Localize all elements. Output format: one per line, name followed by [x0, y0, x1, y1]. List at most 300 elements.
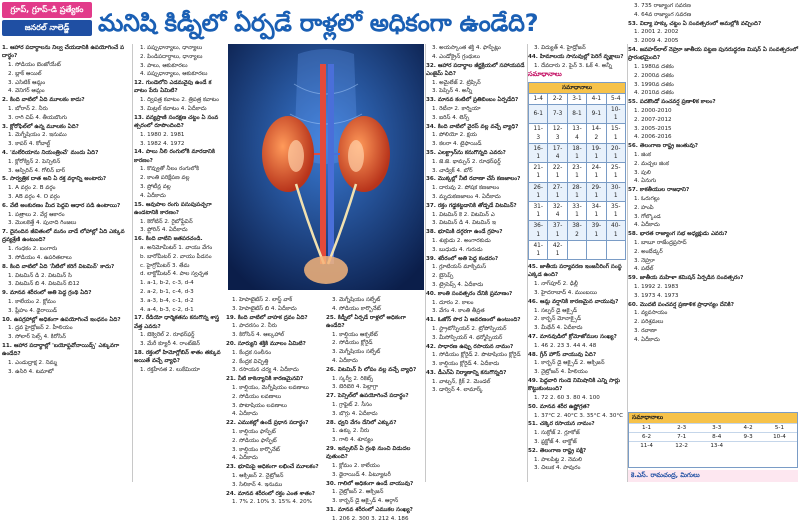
question-text: 56. తెలంగాణ రాష్ట్ర జంతువు? — [628, 143, 699, 150]
answer-cell: 18-1 — [567, 143, 586, 162]
question-text: 49. పెద్దవారి గుండె నిమిషానికి ఎన్ని సార్లు కొట్టుకుంటుంది? — [528, 378, 621, 393]
right-kidney — [338, 116, 390, 192]
question-text: 16. కింది వాటిని జతపరచండి. — [134, 236, 203, 243]
option-text: 1. గ్రాఫైట్ 2. సీసం — [332, 401, 373, 408]
answer-cell: 39-1 — [587, 221, 606, 240]
option-text: 3. బుధుడు 4. గురుడు — [432, 246, 483, 253]
option-text: 4. వెనిగర్ ఆమ్లం — [8, 88, 45, 95]
option-text: 3. విటమిన్ బి 4. విటమిన్ బి12 — [8, 281, 80, 288]
answer-cell — [567, 240, 586, 259]
option-text: 3. కార్బన్ డై ఆక్సైడ్ 4. ఆర్గాన్ — [332, 498, 399, 505]
answer-cell: 6-1 — [529, 105, 548, 124]
option-text: 3. నెహ్రూ — [634, 257, 655, 264]
answer-row — [629, 442, 797, 451]
option-text: 2. హంపి — [634, 204, 654, 211]
answers-table-1 — [528, 82, 626, 261]
option-text: 2. మచ్చల జింక — [634, 160, 669, 167]
option-text: 3. ఉసిరి 4. టమాటో — [8, 368, 54, 375]
option-text: 1. అమైలేజ్ 2. ట్రిప్సిన్ — [432, 79, 481, 86]
question-column-5 — [426, 44, 526, 482]
answer-cell: 30-1 — [606, 182, 625, 201]
question-text: 9. మానవ శరీరంలో అతి పెద్ద గ్రంథి ఏది? — [2, 290, 92, 297]
option-text: 1. ఉక్కు 2. నీరు — [332, 428, 370, 435]
option-text: 2. కేంద్రక విచ్ఛిత్తి — [232, 358, 269, 365]
question-text: 28. ధ్వని వేగం దేనిలో ఎక్కువ? — [326, 419, 397, 426]
answer-cell: 1-1 — [629, 424, 664, 433]
option-text: 3. చాడ్విక్ 4. బోర్ — [432, 167, 473, 174]
option-text: 3. బొగ్గు 4. ఏదీకాదు — [332, 410, 378, 417]
answer-cell: 3-3 — [699, 424, 734, 433]
answer-cell — [587, 240, 606, 259]
question-text: 45. జాతీయ పర్యావరణ ఇంజనీరింగ్ సంస్థ ఎక్కడ ఉంది? — [528, 264, 622, 279]
option-text: 4. ఏదీకాదు — [634, 336, 660, 343]
option-text: 3. పాలు, ఆకుకూరలు — [140, 62, 188, 69]
option-text: 3. రాగి చిప్ 4. తీయబొంగు — [8, 114, 68, 121]
option-text: 2. అంబేడ్కర్ — [634, 248, 663, 255]
answer-cell: 27-1 — [548, 182, 567, 201]
answer-cell: 24-1 — [587, 163, 606, 182]
option-text: 1. కేంద్రక సంలీనం — [232, 349, 272, 356]
question-text: 44. హిమాలయ సానువుల్లో పెరిగే వృక్షాలు? — [528, 53, 624, 60]
answer-cell: 41-1 — [529, 240, 548, 259]
option-text: 1. 1992 2. 1983 — [634, 283, 679, 290]
option-text: 3. గోల్కొండ — [634, 213, 661, 220]
answer-row — [529, 93, 626, 104]
question-column-6 — [528, 44, 626, 482]
question-text: 33. మానవ కంటిలో ప్రతిబింబం ఏర్పడేది? — [426, 97, 519, 104]
kidney-anatomy-figure — [228, 44, 424, 290]
answer-cell: 4-2 — [734, 424, 762, 433]
question-column-3 — [226, 296, 326, 506]
option-text: 1. విటమిన్ కె 2. విటమిన్ ఎ — [432, 211, 495, 218]
option-text: 3. 1990వ దశకం — [634, 81, 674, 88]
option-text: 3. మీసోస్ఫియర్ 4. థర్మోస్ఫియర్ — [432, 334, 503, 341]
option-text: d. లాక్టోమీటర్ 4. పాల స్వచ్ఛత — [140, 271, 209, 278]
answer-cell: 3-1 — [567, 93, 586, 104]
badge-top-label: గ్రూప్, గ్రూప్-డి ప్రత్యేకం — [2, 2, 92, 18]
option-text: 1. 37°C 2. 40°C 3. 35°C 4. 30°C — [534, 412, 624, 419]
answer-cell: 42-1 — [548, 240, 567, 259]
option-text: 1. A వర్గం 2. B వర్గం — [8, 185, 56, 192]
option-text: 1. క్లోరోక్విన్ 2. పెన్సిలిన్ — [8, 158, 61, 165]
option-text: 1. స్కర్వీ 2. రికెట్స్ — [332, 375, 374, 382]
answer-cell: 11-4 — [629, 442, 664, 451]
question-text: 30. గాలిలో అధికంగా ఉండే వాయువు? — [326, 480, 414, 487]
option-text: 1. బోరాన్ 2. నీరు — [8, 105, 48, 112]
answer-cell: 7-3 — [548, 105, 567, 124]
option-text: 3. 2005-2015 — [634, 125, 672, 132]
answer-cell: 25-1 — [606, 163, 625, 182]
option-text: 1. బెక్వెరెల్ 2. రూథర్‌ఫర్డ్ — [140, 332, 195, 339]
option-text: 3. 735 రాజ్యాంగ సవరణ — [634, 3, 691, 9]
question-text: 51. చక్కెర రసాయన నామం? — [528, 421, 595, 428]
option-text: 3. రవాణా — [634, 327, 657, 334]
option-text: 1. సోడియం బెంజోయేట్ — [8, 62, 61, 68]
answer-cell: 10-4 — [762, 433, 797, 442]
option-text: 1. 72 2. 60 3. 80 4. 100 — [534, 395, 600, 402]
question-text: 58. భారత రాజ్యాంగ సభ అధ్యక్షుడు ఎవరు? — [628, 231, 728, 238]
answer-cell: 6-2 — [629, 433, 664, 442]
option-text: 1. నైట్రోజన్ 2. ఆక్సిజన్ — [332, 489, 384, 496]
option-text: 4. a-4, b-3, c-2, d-1 — [140, 306, 194, 313]
answer-cell: 14-2 — [587, 124, 606, 143]
question-text: 12. గుండెలోని ఎడమవైపు ఉండే కవాటం పేరు ఏమిటి? — [134, 80, 212, 95]
question-text: 19. కింది వాటిలో వాహక ద్రవం ఏది? — [226, 314, 308, 321]
option-text: 3. మృదుకణజాలం 4. ఏదీకాదు — [432, 193, 501, 200]
option-text: 3. మేరీ క్యూరీ 4. రాంట్‌జెన్ — [140, 341, 200, 348]
option-text: 3. హెపాటైటిస్ బి 4. ఏదీకాదు — [232, 305, 297, 312]
option-text: 3. డార్విన్ 4. లామార్క్ — [432, 387, 483, 394]
answer-cell: 17-4 — [548, 143, 567, 162]
question-text: 48. గ్రీన్ హౌస్ వాయువు ఏది? — [528, 351, 597, 358]
question-text: 10. ఉపగ్రహాల్లో అధికంగా ఉపయోగించే ఇంధనం ఏది? — [2, 316, 121, 323]
question-text: 50. మానవ శరీర ఉష్ణోగ్రత? — [528, 403, 590, 410]
option-text: 3. మొలకెత్తే 4. పునాది గింజలు — [8, 220, 77, 227]
answer-cell: 4-1 — [587, 93, 606, 104]
option-text: 2. బ్లాక్ ఆయిల్ — [8, 70, 42, 77]
question-text: 43. డీఎన్ఏ నిర్మాణాన్ని కనుగొన్నది? — [426, 369, 507, 376]
option-text: 1. పాలపిట్ట 2. నెమలి — [534, 456, 582, 463]
option-text: 3. మీథేన్ 4. ఏదీకాదు — [534, 325, 583, 332]
answer-cell: 32-4 — [548, 202, 567, 221]
bladder — [304, 256, 348, 284]
question-text: 27. పెన్సిల్‌లో ఉపయోగించే పదార్థం? — [326, 393, 409, 400]
answer-cell: 37-1 — [548, 221, 567, 240]
section-title: సమాధానాలు — [528, 70, 562, 79]
option-text: 1. కొవ్వుతో నీలం రంగులోకి — [140, 166, 200, 173]
option-text: 1. పోలియో 2. క్షయ — [432, 132, 477, 139]
option-text: 3. ఐరిస్ 4. లెన్స్ — [432, 114, 470, 121]
option-text: 1. రక్తహీనత 2. లుకేమియా — [140, 366, 200, 373]
option-text: 1. పత్రాలు 2. వేర్ల ఆకారం — [8, 211, 65, 218]
answer-cell: 22-1 — [548, 163, 567, 182]
option-text: 1. ద్విపత్ర కవాటం 2. త్రిపత్ర కవాటం — [140, 97, 219, 104]
option-text: 3. చిలుక 4. పావురం — [534, 465, 581, 472]
question-text: 7. దైనందిన జీవితంలో మనం వాడే లోహాల్లో ఏది ఎక్కువ ద్రవ్యశ్రేణి ఉంటుంది? — [2, 229, 125, 244]
option-text: 3. ప్లీహం 4. థైరాయిడ్ — [8, 307, 58, 314]
option-text: 3. నైట్రోజన్ 4. హీలియం — [534, 369, 588, 376]
question-column-7 — [628, 2, 798, 482]
question-text: 4. 'మలేరియాను నియంత్రించే' మందు ఏది? — [2, 149, 99, 156]
option-text: 1. ఓరుగల్లు — [634, 195, 660, 202]
option-text: 1. సోడియం క్లోరైడ్ 2. పొటాషియం క్లోరైడ్ — [432, 352, 521, 359]
answer-cell: 8-4 — [699, 433, 734, 442]
answer-cell: 7-1 — [664, 433, 699, 442]
answer-row — [629, 433, 797, 442]
question-text: 31. మానవ శరీరంలో ఎముకల సంఖ్య? — [326, 506, 413, 513]
option-text: 1. దూరం 2. కాలం — [432, 299, 474, 306]
option-text: 1. పాదరసం 2. నీరు — [232, 323, 277, 330]
answers-table-2 — [628, 412, 798, 468]
option-text: 1. కాలేయం 2. క్లోమం — [8, 298, 56, 305]
option-text: 3. కిరోసిన్ 4. ఆల్కహాల్ — [232, 332, 285, 339]
option-text: 3. మెగ్నీషియం సల్ఫేట్ — [332, 349, 381, 356]
option-text: 3. సోలార్ సెల్స్ 4. కిరోసిన్ — [8, 334, 66, 341]
option-text: 1. నాగ్‌పూర్ 2. ఢిల్లీ — [534, 281, 578, 288]
option-text: 1. స్ట్రాటోస్ఫియర్ 2. ట్రోపోస్ఫియర్ — [432, 325, 507, 332]
option-text: 3. ఆస్పిరిన్ 4. గోలిన్ బార్ — [8, 167, 66, 174]
option-text: 3. విద్యుత్ 4. హైడ్రోజన్ — [534, 45, 586, 51]
option-text: 1. జె.జె. థామ్సన్ 2. రూథర్‌ఫర్డ్ — [432, 158, 501, 165]
answer-cell: 11-3 — [529, 124, 548, 143]
aorta — [320, 64, 326, 264]
option-text: 1. కార్బన్ డై ఆక్సైడ్ 2. ఆక్సిజన్ — [534, 360, 605, 367]
question-text: 29. ఇన్సులిన్ ఏ గ్రంథి నుంచి విడుదలవుతుంది? — [326, 445, 411, 461]
option-text: 3. హైదరాబాద్ 4. ముంబయి — [534, 290, 598, 297]
option-text: 3. ఎసిటిక్ ఆమ్లం — [8, 79, 46, 86]
option-text: 1. 7% 2. 10% 3. 15% 4. 20% — [232, 499, 312, 506]
question-text: 11. ఆహార పదార్థాల్లో 'బయోఫ్లవోనాయిడ్స్' ఎక్కువగా ఉండేది? — [2, 342, 120, 358]
answer-cell: 12-2 — [664, 442, 699, 451]
left-kidney — [262, 116, 314, 192]
question-text: 57. కాకతీయుల రాజధాని? — [628, 187, 690, 194]
option-text: 1. గ్లూటియస్ మాక్సిమస్ — [432, 264, 487, 271]
option-text: 1. జింక — [634, 151, 651, 158]
option-text: 1. 2001 2. 2002 — [634, 29, 679, 36]
option-text: 1. క్లోమం 2. కాలేయం — [332, 462, 380, 469]
question-text: 25. కిడ్నీలో ఏర్పడే రాళ్లలో అధికంగా ఉండేది? — [326, 314, 406, 329]
option-text: 1. దారువు 2. పోషక కణజాలం — [432, 185, 500, 192]
option-text: 2. పరిశ్రమలు — [634, 319, 664, 326]
page-headline: మనిషి కిడ్నీలో ఏర్పడే రాళ్లలో అధికంగా ఉండేది? — [98, 9, 539, 37]
question-text: 24. మానవ శరీరంలో రక్తం ఎంత శాతం? — [226, 490, 315, 497]
answer-cell: 29-1 — [587, 182, 606, 201]
option-text: 1. రెటీనా 2. కార్నియా — [432, 105, 481, 112]
question-text: 39. శరీరంలో అతి పెద్ద కండరం? — [426, 255, 499, 262]
option-text: 2. 2007-2012 — [634, 116, 672, 123]
question-text: 1. ఆహార పదార్థాలను నిల్వ చేయడానికి ఉపయోగించే పదార్థం? — [2, 45, 125, 60]
option-text: 1. గంధకం 2. బంగారు — [8, 246, 58, 253]
option-text: 3. థైరాయిడ్ 4. పిట్యూటరీ — [332, 471, 391, 478]
option-text: 3. పొటాషియం లవణాలు — [232, 402, 287, 409]
option-text: 4. ఎండోక్రైన్ గ్రంథులు — [432, 53, 480, 60]
option-text: 3. 1982 4. 1972 — [140, 140, 185, 147]
answer-cell: 38-2 — [567, 221, 586, 240]
option-text: 1. కాల్షియం, మెగ్నీషియం లవణాలు — [232, 384, 309, 391]
question-text: 38. భూమికి దగ్గరగా ఉండే గ్రహం? — [426, 229, 503, 236]
question-text: 47. మానవుడిలో క్రోమోజోముల సంఖ్య? — [528, 334, 617, 341]
credit-line: కె.ఎస్. రామచంద్ర, మిగులు — [628, 470, 798, 482]
question-text: 22. ఎముకల్లో ఉండే ప్రధాన పదార్థం? — [226, 420, 309, 427]
option-text: 2. కార్బన్ మోనాక్సైడ్ — [534, 316, 581, 323]
question-text: 5. సార్వత్రిక దాత అని ఏ రక్త వర్గాన్ని అంటారు? — [2, 176, 107, 183]
option-text: 1. వాట్సన్, క్రిక్ 2. మెండల్ — [432, 378, 491, 385]
option-text: 1. సుక్రోజ్ 2. గ్లూకోజ్ — [534, 430, 580, 437]
option-text: 4. 64వ రాజ్యాంగ సవరణ — [634, 11, 692, 18]
question-text: 60. మొదటి పంచవర్ష ప్రణాళిక ప్రాధాన్యం దేనికి? — [628, 301, 734, 308]
answer-row — [529, 240, 626, 259]
answer-cell: 8-1 — [567, 105, 586, 124]
option-text: 4. ఏదీకాదు — [232, 411, 258, 418]
answer-row — [529, 182, 626, 201]
option-text: 4. ఏదీకాదు — [332, 357, 358, 364]
question-text: 37. రక్తం గడ్డకట్టడానికి తోడ్పడే విటమిన్? — [426, 202, 517, 209]
option-text: 1. 1980వ దశకం — [634, 63, 674, 70]
question-text: 6. వేటి అంకురణం మీద పెద్దవి ఆధార పడి ఉంటాయి? — [2, 202, 121, 209]
question-text: 18. రక్తంలో హిమోగ్లోబిన్ శాతం తక్కువ అయితే వచ్చే వ్యాధి? — [134, 349, 221, 365]
option-text: 3. సిలికాన్ 4. ఇనుము — [232, 481, 283, 488]
answer-row — [529, 163, 626, 182]
option-text: 3. మెగ్నీషియం సల్ఫేట్ — [332, 297, 381, 303]
option-text: 1. 46 2. 23 3. 44 4. 48 — [534, 342, 597, 349]
option-text: 3. కలరా 4. టైఫాయిడ్ — [432, 141, 482, 148]
option-text: 4. పప్పుధాన్యాలు, ఆకుకూరలు — [140, 71, 208, 78]
answer-cell — [734, 442, 762, 451]
answer-cell: 35-1 — [606, 202, 625, 221]
question-column-1 — [2, 44, 130, 482]
option-text: 1. శుక్రుడు 2. అంగారకుడు — [432, 237, 491, 244]
option-text: 1. వ్యవసాయం — [634, 310, 668, 317]
question-text: 54. జవహర్‌లాల్ నెహ్రూ జాతీయ పట్టణ పునరుద్ధరణ మిషన్ ఏ సంవత్సరంలో ప్రారంభమైంది? — [628, 46, 798, 62]
option-text: b. బారోమీటర్ 2. వాయు పీడనం — [140, 253, 212, 260]
answer-cell: 28-1 — [567, 182, 586, 201]
option-text: 1. 2000-2010 — [634, 107, 672, 114]
answer-cell: 9-3 — [734, 433, 762, 442]
option-text: 1. కాల్షియం ఆక్సలేట్ — [332, 331, 378, 338]
option-text: 1. విటమిన్ డి 2. విటమిన్ సి — [8, 272, 72, 279]
answer-row — [529, 221, 626, 240]
option-text: 1. కాల్షియం ఫాస్ఫేట్ — [232, 428, 276, 435]
question-text: 46. ఆమ్ల వర్షానికి కారణమైన వాయువు? — [528, 298, 619, 305]
answer-cell: 2-3 — [664, 424, 699, 433]
vena-cava — [328, 64, 334, 264]
option-text: 1. మెగ్నీషియం 2. ఇనుము — [8, 132, 67, 139]
option-text: 3. సోడియం 4. ఉపరితలాలు — [8, 254, 72, 261]
question-text: 15. ఆవుపాల రంగు పసుపుపచ్చగా ఉండటానికి కారణం? — [134, 201, 212, 216]
column-6-bottom — [528, 263, 626, 472]
option-text: 1. హెపాటైటిస్ 2. లాస్ట్ వాక్ — [232, 297, 293, 303]
option-text: 1. ఎండుద్రాక్ష 2. నిమ్మ — [8, 359, 57, 366]
option-text: 3. 1973 4. 1973 — [634, 292, 679, 299]
answer-cell: 2-2 — [548, 93, 567, 104]
option-text: 2. సోడియం క్లోరైడ్ — [332, 340, 373, 347]
question-text: 59. జాతీయ మహిళా కమిషన్ ఏర్పడిన సంవత్సరం? — [628, 275, 744, 282]
answer-cell: 34-1 — [587, 202, 606, 221]
question-text: 17. రేడియో ధార్మికతను కనుగొన్న శాస్త్రవేత్త ఎవరు? — [134, 315, 220, 330]
question-text: 3. క్లోరోఫిల్‌లో ఉన్న మూలకం ఏది? — [2, 123, 79, 130]
option-text: 3. విటమిన్ డి 4. విటమిన్ ఇ — [432, 220, 496, 227]
option-text: 3. ప్రోటీన్ల వల్ల — [140, 183, 171, 190]
option-text: 1. ఆక్సిజన్ 2. నైట్రోజన్ — [232, 472, 284, 479]
option-text: a. అనిమోమీటర్ 1. వాయు వేగం — [140, 244, 213, 251]
option-text: 3. ఫ్రక్టోజ్ 4. లాక్టోజ్ — [534, 439, 577, 445]
question-text: 52. తెలంగాణ రాష్ట్ర పక్షి? — [528, 447, 587, 454]
question-text: 36. మొక్కల్లో నీటి రవాణా చేసే కణజాలం? — [426, 176, 521, 183]
option-text: 1. a-1, b-2, c-3, d-4 — [140, 280, 194, 287]
option-text: 3. మిట్రల్ కవాటం 4. ఏదీకాదు — [140, 105, 207, 112]
answer-cell: 5-4 — [606, 93, 625, 104]
option-text: 3. రసాయన చర్య 4. ఏదీకాదు — [232, 367, 299, 374]
answer-cell — [762, 442, 797, 451]
question-text: 20. సూర్యుని శక్తికి మూలం ఏమిటి? — [226, 340, 306, 347]
answer-row — [529, 143, 626, 162]
answer-cell: 13-4 — [699, 442, 734, 451]
answer-cell: 23-1 — [567, 163, 586, 182]
answer-cell — [606, 240, 625, 259]
question-text: 55. పదకొండో పంచవర్ష ప్రణాళిక కాలం? — [628, 99, 716, 106]
question-text: 13. వన్యప్రాణి సంరక్షణ చట్టం ఏ సంవత్సరంలో రూపొందింది? — [134, 114, 219, 129]
option-text: 3. పెప్సిన్ 4. అన్నీ — [432, 88, 473, 95]
answer-row — [629, 424, 797, 433]
answer-row — [529, 124, 626, 143]
option-text: 3. కాపర్ 4. కోబాల్ట్ — [8, 141, 51, 148]
option-text: 1. కెరోటిన్ 2. రైబోఫ్లేవిన్ — [140, 218, 193, 225]
question-text: 42. సాధారణ ఉప్పు రసాయన నామం? — [426, 343, 514, 350]
option-text: 4. 2006-2016 — [634, 134, 672, 141]
option-text: 3. బెరిబెరి 4. పెల్లాగ్రా — [332, 384, 379, 391]
answer-cell: 15-1 — [606, 124, 625, 143]
option-text: 1. 206 2. 300 3. 212 4. 186 — [332, 515, 409, 522]
question-text: 8. కింది వాటిలో ఏది 'నీటిలో కరిగే విటమిన్' కాదు? — [2, 263, 115, 270]
question-text: 40. కాంతి సంవత్సరం దేనికి ప్రమాణం? — [426, 290, 513, 297]
option-text: 2. సోడియం లవణాలు — [232, 393, 282, 400]
option-text: 3. వేగం 4. కాంతి తీవ్రత — [432, 308, 485, 315]
badge-bottom-label: జనరల్ నాలెడ్జ్ — [2, 20, 92, 36]
column-6-top — [528, 44, 626, 79]
option-text: 3. గాలి 4. శూన్యం — [332, 437, 374, 444]
option-text: c. హైగ్రోమీటర్ 3. తేమ — [140, 262, 190, 269]
question-text: 35. ఎలక్ట్రాన్‌ను కనుగొన్నది ఎవరు? — [426, 149, 506, 156]
answer-cell: 33-1 — [567, 202, 586, 221]
option-text: 1. సల్ఫర్ డై ఆక్సైడ్ — [534, 307, 578, 314]
option-text: 4. 2010వ దశకం — [634, 90, 674, 97]
question-text: 2. కింది వాటిలో ఏది మూలకం కాదు? — [2, 97, 85, 104]
question-text: 53. విద్యా హక్కు చట్టం ఏ సంవత్సరంలో అమల్లోకి వచ్చింది? — [628, 20, 762, 27]
option-text: 3. పులి — [634, 169, 651, 176]
answer-cell: 9-1 — [587, 105, 606, 124]
answer-row — [529, 105, 626, 124]
question-text: 41. ఓజోన్ పొర ఏ ఆవరణంలో ఉంటుంది? — [426, 317, 521, 324]
answer-cell: 16-1 — [529, 143, 548, 162]
answers-table-1-header: సమాధానాలు — [529, 82, 626, 93]
option-text: 4. ఏదీకాదు — [634, 222, 660, 229]
option-text: 3. అయస్కాంత శక్తి 4. ఫాస్ఫేట్లు — [432, 45, 501, 51]
question-text: 14. పాలు నీలి రంగులోకి మారడానికి కారణం? — [134, 149, 215, 164]
option-text: 1. 1980 2. 1981 — [140, 131, 185, 138]
answer-cell: 21-1 — [529, 163, 548, 182]
answer-cell: 26-1 — [529, 182, 548, 201]
option-text: 1. ద్రవ హైడ్రోజన్ 2. హీలియం — [8, 325, 73, 332]
section-badge — [2, 2, 92, 36]
option-text: 2. a-2, b-1, c-4, d-3 — [140, 288, 194, 295]
option-text: 4. పటేల్ — [634, 266, 654, 273]
option-text: 4. ఏదీకాదు — [232, 455, 258, 462]
answers-table-2-header: సమాధానాలు — [629, 413, 797, 423]
question-text: 23. భూమిపై అధికంగా లభించే మూలకం? — [226, 464, 319, 471]
question-column-2 — [134, 44, 224, 482]
option-text: 4. ఏదీకాదు — [140, 192, 166, 199]
option-text: 3. AB వర్గం 4. O వర్గం — [8, 193, 60, 200]
answer-cell: 10-1 — [606, 105, 625, 124]
answer-cell: 12-3 — [548, 124, 567, 143]
option-text: 3. a-3, b-4, c-1, d-2 — [140, 297, 194, 304]
answer-cell: 19-1 — [587, 143, 606, 162]
answer-cell: 13-4 — [567, 124, 586, 143]
option-text: 3. ఫ్లోరిన్ 4. ఏదీకాదు — [140, 227, 188, 234]
option-text: 1. బాబూ రాజేంద్రప్రసాద్ — [634, 239, 687, 246]
question-text: 21. నీటి కాఠిన్యానికి కారణమైనవి? — [226, 376, 304, 383]
option-text: 1. దేవదారు 2. పైన్ 3. ఓక్ 4. అన్నీ — [534, 62, 613, 69]
option-text: 2. కాంతి పరిక్షేపణ వల్ల — [140, 175, 190, 182]
option-text: 2. పిండిపదార్థాలు, ధాన్యాలు — [140, 53, 203, 60]
answer-cell: 20-1 — [606, 143, 625, 162]
option-text: 4. సోడియం కార్బొనేట్ — [332, 305, 381, 312]
option-text: 2. బైసెప్స్ — [432, 273, 454, 280]
answer-cell: 40-1 — [606, 221, 625, 240]
answer-cell: 1-4 — [529, 93, 548, 104]
option-text: 1. పప్పుధాన్యాలు, ధాన్యాలు — [140, 45, 203, 51]
answer-cell: 5-1 — [762, 424, 797, 433]
